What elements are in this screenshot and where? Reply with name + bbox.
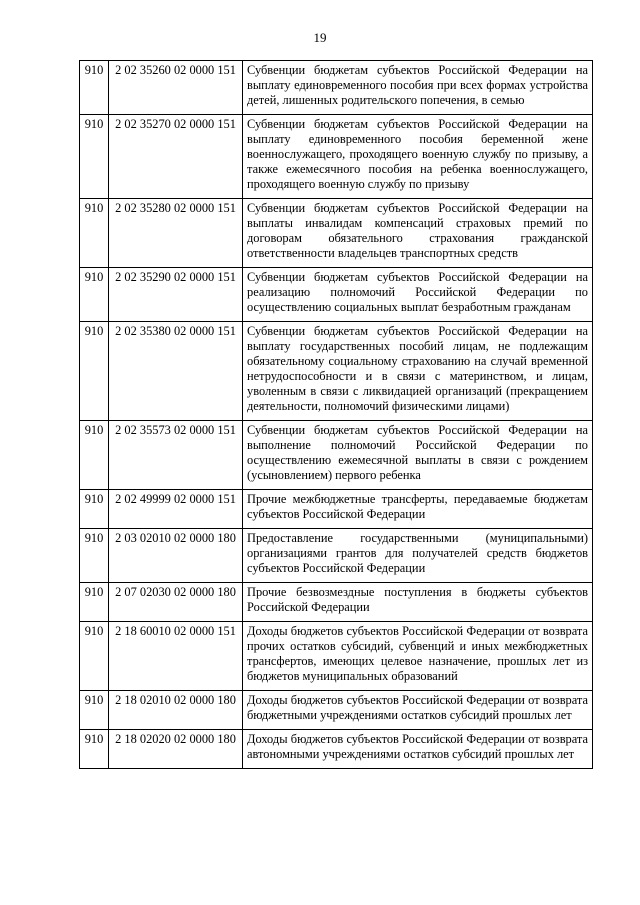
table-row: [80, 691, 593, 730]
budget-code-cell: 2 18 02010 02 0000 180: [109, 691, 243, 730]
description-cell: Прочие безвозмездные поступления в бюджеты субъектов Российской Федерации: [243, 583, 593, 622]
admin-code-cell: 910: [80, 115, 109, 199]
budget-code-cell: 2 18 02020 02 0000 180: [109, 730, 243, 769]
table-row: [80, 490, 593, 529]
budget-code-cell: 2 02 35260 02 0000 151: [109, 61, 243, 115]
description-cell: Субвенции бюджетам субъектов Российской Федерации на выплату единовременного пособия беременной жене военнослужащего, проходящего военную службу по призыву, а также ежемесячного пособия на ребенка военнослужащего, проходящего военную службу по призыву: [243, 115, 593, 199]
admin-code-cell: 910: [80, 529, 109, 583]
page-number: 19: [313, 30, 327, 45]
budget-code-cell: 2 02 35270 02 0000 151: [109, 115, 243, 199]
table-row: [80, 421, 593, 490]
description-cell: Субвенции бюджетам субъектов Российской Федерации на выполнение полномочий Российской Федерации по осуществлению ежемесячной выплаты в связи с рождением (усыновлением) первого ребенка: [243, 421, 593, 490]
admin-code-cell: 910: [80, 622, 109, 691]
budget-code-cell: 2 02 35573 02 0000 151: [109, 421, 243, 490]
table-row: [80, 529, 593, 583]
budget-code-cell: 2 02 35280 02 0000 151: [109, 199, 243, 268]
admin-code-cell: 910: [80, 730, 109, 769]
admin-code-cell: 910: [80, 490, 109, 529]
budget-code-cell: 2 18 60010 02 0000 151: [109, 622, 243, 691]
description-cell: Субвенции бюджетам субъектов Российской Федерации на выплату государственных пособий лицам, не подлежащим обязательному социальному страхованию на случай временной нетрудоспособности и в связи с материнством, и лицам, уволенным в связи с ликвидацией организаций (прекращением деятельности, полномочий физическими лицами): [243, 322, 593, 421]
description-cell: Доходы бюджетов субъектов Российской Федерации от возврата прочих остатков субсидий, субвенций и иных межбюджетных трансфертов, имеющих целевое назначение, прошлых лет из бюджетов муниципальных образований: [243, 622, 593, 691]
budget-code-cell: 2 02 35290 02 0000 151: [109, 268, 243, 322]
description-cell: Субвенции бюджетам субъектов Российской Федерации на выплату единовременного пособия при всех формах устройства детей, лишенных родительского попечения, в семью: [243, 61, 593, 115]
admin-code-cell: 910: [80, 583, 109, 622]
budget-code-cell: 2 03 02010 02 0000 180: [109, 529, 243, 583]
description-cell: Доходы бюджетов субъектов Российской Федерации от возврата автономными учреждениями остатков субсидий прошлых лет: [243, 730, 593, 769]
admin-code-cell: 910: [80, 421, 109, 490]
table-row: [80, 622, 593, 691]
description-cell: Доходы бюджетов субъектов Российской Федерации от возврата бюджетными учреждениями остатков субсидий прошлых лет: [243, 691, 593, 730]
admin-code-cell: 910: [80, 61, 109, 115]
admin-code-cell: 910: [80, 199, 109, 268]
table-row: [80, 730, 593, 769]
table-row: [80, 61, 593, 115]
description-cell: Субвенции бюджетам субъектов Российской Федерации на реализацию полномочий Российской Федерации по осуществлению социальных выплат безработным гражданам: [243, 268, 593, 322]
table-row: [80, 115, 593, 199]
table-row: [80, 199, 593, 268]
budget-code-cell: 2 02 49999 02 0000 151: [109, 490, 243, 529]
revenue-codes-table: [79, 60, 593, 769]
description-cell: Прочие межбюджетные трансферты, передаваемые бюджетам субъектов Российской Федерации: [243, 490, 593, 529]
budget-code-cell: 2 07 02030 02 0000 180: [109, 583, 243, 622]
description-cell: Предоставление государственными (муниципальными) организациями грантов для получателей средств бюджетов субъектов Российской Федерации: [243, 529, 593, 583]
table-row: [80, 322, 593, 421]
table-row: [80, 583, 593, 622]
admin-code-cell: 910: [80, 322, 109, 421]
budget-code-cell: 2 02 35380 02 0000 151: [109, 322, 243, 421]
description-cell: Субвенции бюджетам субъектов Российской Федерации на выплаты инвалидам компенсаций страховых премий по договорам обязательного страхования гражданской ответственности владельцев транспортных средств: [243, 199, 593, 268]
admin-code-cell: 910: [80, 691, 109, 730]
table-row: [80, 268, 593, 322]
admin-code-cell: 910: [80, 268, 109, 322]
